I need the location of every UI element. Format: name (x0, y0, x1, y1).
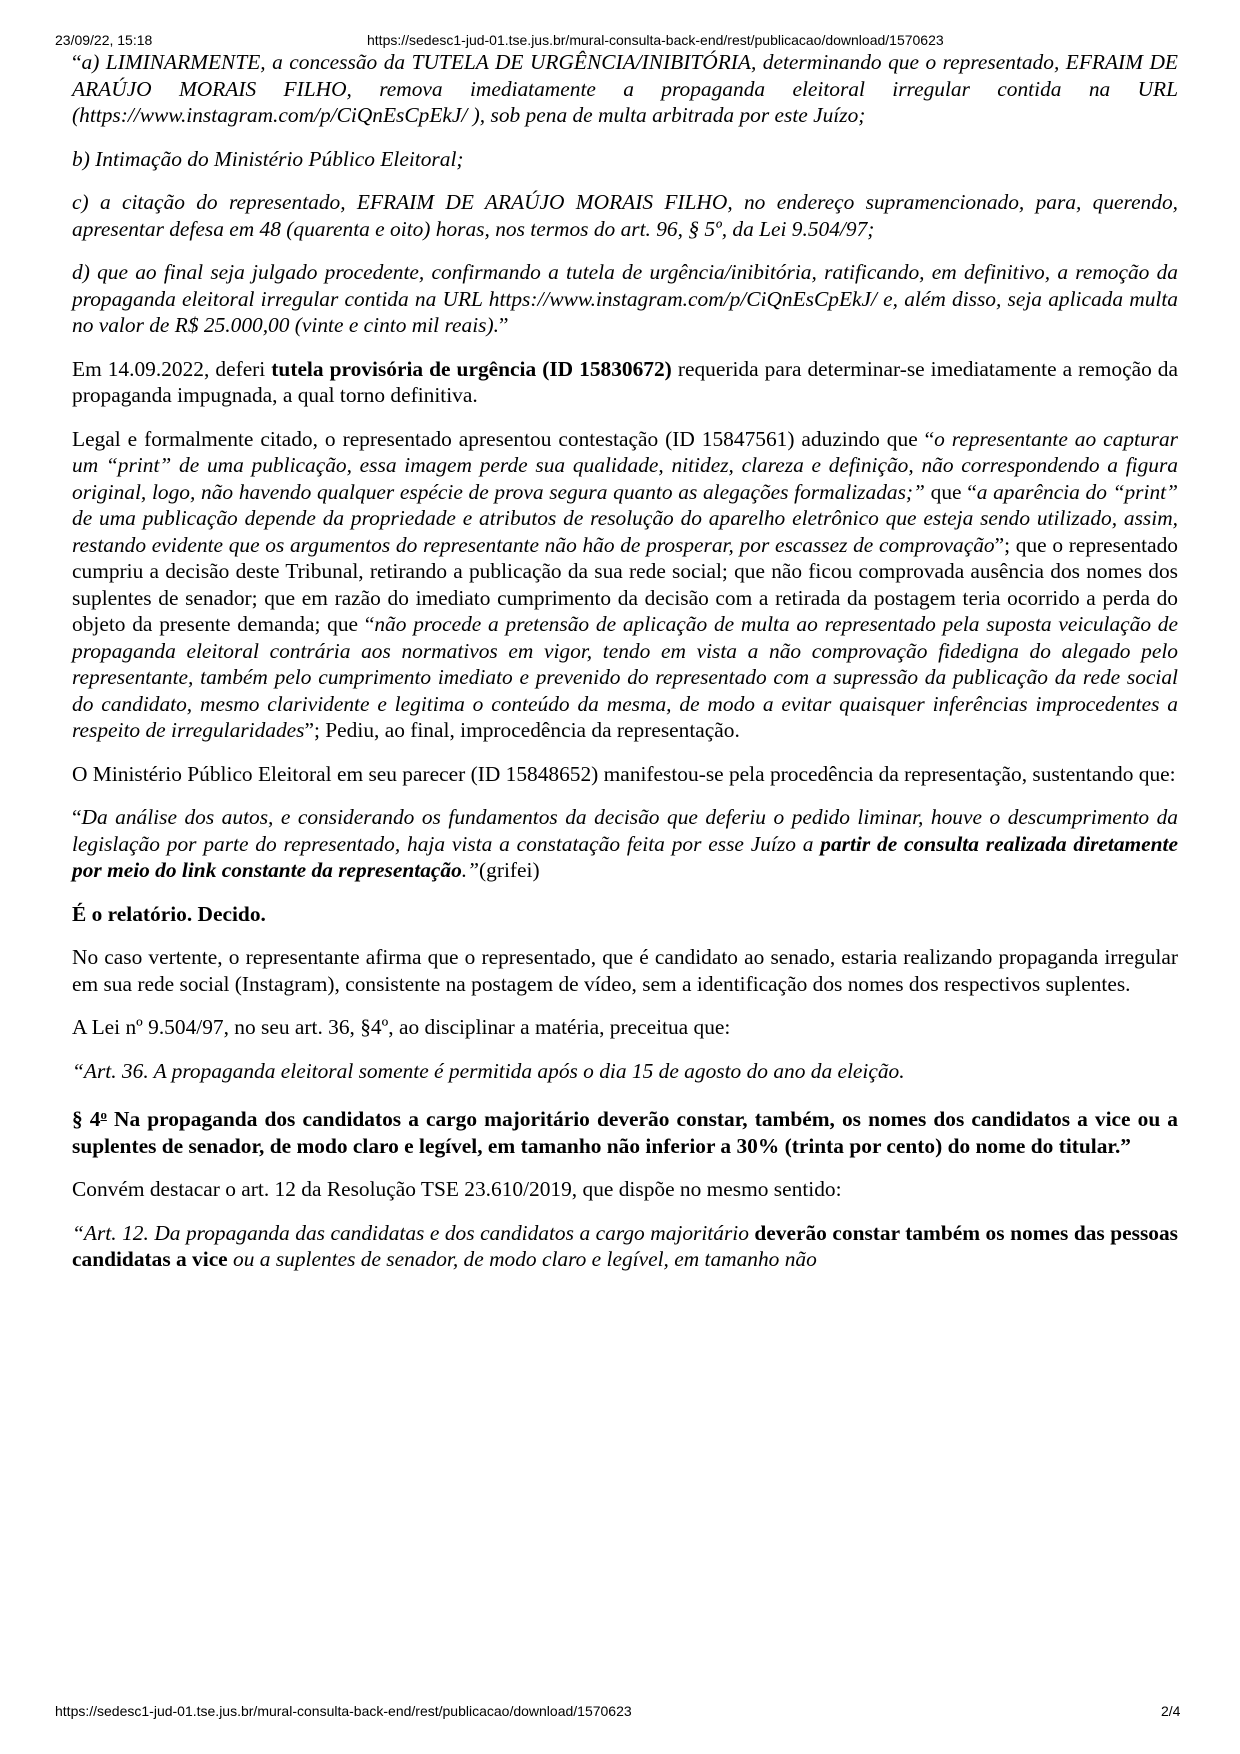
mpe-open-quote: “ (72, 805, 82, 829)
print-header-url: https://sedesc1-jud-01.tse.jus.br/mural-consulta-back-end/rest/publicacao/download/1570623 (367, 32, 944, 48)
request-item-d (72, 259, 1178, 339)
paragraph-caso: No caso vertente, o representante afirma que o representado, que é candidato ao senado, estaria realizando propaganda irregular em sua rede social (Instagram), consistente na postagem de vídeo, sem a identificação dos nomes dos respectivos suplentes. (72, 945, 1178, 996)
request-item-c: c) a citação do representado, EFRAIM DE ARAÚJO MORAIS FILHO, no endereço supramencionado, para, querendo, apresentar defesa em 48 (quarenta e oito) horas, nos termos do art. 96, § 5º, da Lei 9.504/97; (72, 190, 1178, 241)
print-footer-url: https://sedesc1-jud-01.tse.jus.br/mural-consulta-back-end/rest/publicacao/download/1570623 (55, 1703, 632, 1719)
contestacao-quote-3: não procede a pretensão de aplicação de multa ao representado pela suposta veiculação de propaganda eleitoral contrária aos normativos em vigor, tendo em vista a não comprovação fidedigna do alegado pelo representante, também pelo cumprimento imediato e prevenido do representado com a supressão da publicação da rede social do candidato, mesmo clarividente e legitima o conteúdo da mesma, de modo a evitar quaisquer inferências improcedentes a respeito de irregularidades (72, 612, 1179, 742)
paragraph-contestacao (72, 426, 1178, 744)
request-item-a (72, 49, 1178, 129)
close-quote: ” (498, 313, 509, 337)
document-body (72, 49, 1178, 1290)
open-quote: “ (72, 50, 82, 74)
tutela-post: requerida para determinar-se imediatamente a remoção da propaganda impugnada, a qual torno definitiva. (72, 356, 1178, 407)
page-number: 2/4 (1161, 1703, 1181, 1719)
contestacao-s2: que “ (924, 479, 977, 504)
request-d-text: d) que ao final seja julgado procedente, confirmando a tutela de urgência/inibitória, ratificando, em definitivo, a remoção da propaganda eleitoral irregular contida na URL https://www.instagram.com/p/CiQnEsCpEkJ/ e, além disso, seja aplicada multa no valor de R$ 25.000,00 (vinte e cinto mil reais). (72, 260, 1178, 337)
contestacao-s3: ”; que o representado cumpriu a decisão deste Tribunal, retirando a publicação da sua rede social; que não ficou comprovada ausência dos nomes dos suplentes de senador; que em razão do imediato cumprimento da decisão com a retirada da postagem teria ocorrido a perda do objeto da presente demanda; que “ (72, 532, 1178, 636)
paragraph-mpe: O Ministério Público Eleitoral em seu parecer (ID 15848652) manifestou-se pela procedência da representação, sustentando que: (72, 761, 1176, 786)
request-item-b: b) Intimação do Ministério Público Eleitoral; (72, 146, 464, 171)
tutela-pre: Em 14.09.2022, deferi (72, 356, 272, 381)
art12-italic-2: ou a suplentes de senador, de modo claro e legível, em tamanho não (227, 1247, 817, 1271)
art12-bold: deverão constar também os nomes das pessoas candidatas a vice (72, 1220, 1178, 1271)
par4-ordinal: o (100, 1107, 107, 1122)
art12-italic-1: “Art. 12. Da propaganda das candidatas e dos candidatos a cargo majoritário (72, 1220, 755, 1245)
paragraph-4-quote (72, 1106, 1178, 1159)
contestacao-s4: ”; Pediu, ao final, improcedência da representação. (304, 718, 740, 742)
contestacao-quote-2: a aparência do “print” de uma publicação depende da propriedade e atributos de resolução do aparelho eletrônico que esteja sendo utilizado, assim, restando evidente que os argumentos do representante não hão de prosperar, por escassez de comprovação (72, 479, 1178, 557)
grifei-note: (grifei) (479, 858, 540, 882)
par4-text: Na propaganda dos candidatos a cargo majoritário deverão constar, também, os nomes dos candidatos a vice ou a suplentes de senador, de modo claro e legível, em tamanho não inferior a 30% (trinta por cento) do nome do titular.” (72, 1107, 1178, 1158)
paragraph-lei: A Lei nº 9.504/97, no seu art. 36, §4º, ao disciplinar a matéria, preceitua que: (72, 1015, 731, 1039)
paragraph-convem: Convém destacar o art. 12 da Resolução TSE 23.610/2019, que dispõe no mesmo sentido: (72, 1177, 842, 1201)
contestacao-quote-1: o representante ao capturar um “print” de uma publicação, essa imagem perde sua qualidade, nitidez, clareza e definição, não correspondendo a figura original, logo, não havendo qualquer espécie de prova segura quanto as alegações formalizadas;” (72, 426, 1178, 504)
paragraph-mpe-quote (72, 804, 1178, 884)
relatorio-heading: É o relatório. Decido. (72, 901, 266, 926)
mpe-quote-bold: partir de consulta realizada diretamente por meio do link constante da representação (72, 831, 1178, 882)
paragraph-tutela (72, 356, 1178, 409)
print-header-datetime: 23/09/22, 15:18 (55, 32, 153, 48)
article-12-quote (72, 1220, 1178, 1273)
tutela-bold: tutela provisória de urgência (ID 15830672) (271, 356, 672, 381)
par4-prefix: § 4 (72, 1107, 101, 1131)
contestacao-s1: Legal e formalmente citado, o representado apresentou contestação (ID 15847561) aduzindo que “ (72, 426, 935, 451)
mpe-quote-italic: Da análise dos autos, e considerando os fundamentos da decisão que deferiu o pedido liminar, houve o descumprimento da legislação por parte do representado, haja vista a constatação feita por esse Juízo a (72, 805, 1178, 856)
article-36-quote: “Art. 36. A propaganda eleitoral somente é permitida após o dia 15 de agosto do ano da eleição. (72, 1058, 905, 1083)
request-a-text: a) LIMINARMENTE, a concessão da TUTELA DE URGÊNCIA/INIBITÓRIA, determinando que o representado, EFRAIM DE ARAÚJO MORAIS FILHO, remova imediatamente a propaganda eleitoral irregular contida na URL (https://www.instagram.com/p/CiQnEsCpEkJ/ ), sob pena de multa arbitrada por este Juízo; (72, 50, 1178, 127)
mpe-close-quote: .” (461, 858, 480, 882)
